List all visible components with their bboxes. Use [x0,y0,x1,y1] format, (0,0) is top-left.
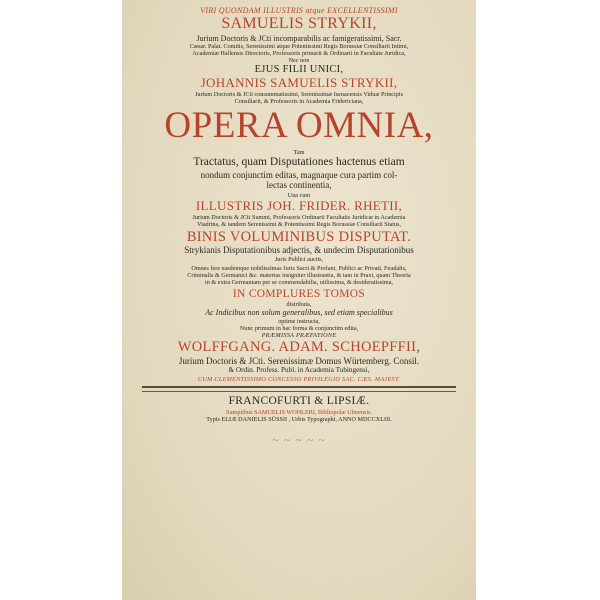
divider-rule-thin [142,391,456,392]
main-title: OPERA OMNIA, [164,105,434,147]
nunc-primum: Nunc primum in hac forma & conjunctim edita, [239,324,359,332]
privilege-line: CUM CLEMENTISSIMO CONCESSO PRIVILEGIO SAC. CÆS. MAJEST. [197,376,401,384]
imprint-publisher: Sumptibus SAMUELIS WOHLERI, Bibliopolæ Ulmensis. [226,408,372,416]
strykianis-line: Strykianis Disputationibus adjectis, & undecim Disputationibus [184,245,414,256]
imprint-place: FRANCOFURTI & LIPSIÆ. [228,395,370,408]
imprint-printer: Typis ELIÆ DANIELIS SÜSSII , Urbis Typographi, ANNO MDCCXLIII. [206,415,392,423]
schoepff-title-2: & Ordin. Profess. Publ. in Academia Tubingensi, [228,366,370,375]
author-name: SAMUELIS STRYKII, [221,15,377,33]
son-title-1: Jurium Doctoris & JCti consummatissimi, Serenissimæ Isenacensis Viduæ Principis [195,91,403,99]
rhetius-name: ILLUSTRIS JOH. FRIDER. RHETII, [195,198,403,214]
son-title-2: Consiliarii, & Professoris in Academia Fridericiana, [234,98,364,106]
son-name: JOHANNIS SAMUELIS STRYKII, [200,75,398,91]
schoepff-title-1: Jurium Doctoris & JCti. Serenissimæ Domus Würtemberg. Consil. [178,355,420,366]
instructa: optime instructa, [278,317,320,325]
distributa: distributa, [286,301,312,309]
una-cum: Una cum [287,192,311,200]
line-intro: VIRI QUONDAM ILLUSTRIS atque EXCELLENTISSIMI [200,6,398,15]
tam: Tam [293,149,305,157]
subtitle-2: nondum conjunctim editas, magnaque cura partim col- [200,169,398,180]
author-title-2: Cæsar. Palat. Comitis, Serenissimi atque Potentissimi Regis Borussiæ Consiliarii Intimi, [189,42,409,50]
omnes-line-2: Criminalis & Germanici &c. materias insigniter illustrantia, & tam in Praxi, quam Theoria [187,271,411,279]
subtitle-3: lectas continentia, [266,179,332,190]
praemissa: PRÆMISSA PRÆFATIONE [261,331,337,339]
rhetius-title-2: Viadrina, & tandem Serenissimi & Potentissimi Regis Borussiæ Consiliarii Status, [197,221,401,229]
tomos-heading: IN COMPLURES TOMOS [232,288,366,301]
nec-non: Nec non [288,57,310,65]
juris-publici: Juris Publici auctis, [274,255,324,263]
title-page [122,0,476,600]
author-title-3: Academiæ Hallensis Directoris, Professoris primarii & Ordinarii in Facultate Juridica, [192,49,406,57]
indicibus-line: Ac Indicibus non solum generalibus, sed etiam specialibus [205,308,393,318]
rhetius-title-1: Jurium Doctoris & JCti Summi, Professoris Ordinarii Facultatis Juridicæ in Academia [192,214,406,222]
schoepff-name: WOLFFGANG. ADAM. SCHOEPFFII, [177,339,421,355]
omnes-line-1: Omnes fere easdemque nobilissimas Juris Sacri & Profani, Publici ac Privati, Feudalis, [191,264,407,272]
subtitle-1: Tractatus, quam Disputationes hactenus etiam [193,156,405,169]
omnes-line-3: in & extra Germaniam per se commendabilia, utilissima, & desideratissima, [205,278,393,286]
author-title-1: Jurium Doctoris & JCti incomparabilis ac famigeratissimi, Sacr. [196,33,402,43]
handwritten-signature: ~ ~ ~ ~ ~ [272,432,326,447]
son-heading: EJUS FILII UNICI, [254,64,344,76]
divider-rule [142,386,456,388]
binis-heading: BINIS VOLUMINIBUS DISPUTAT. [186,228,412,245]
